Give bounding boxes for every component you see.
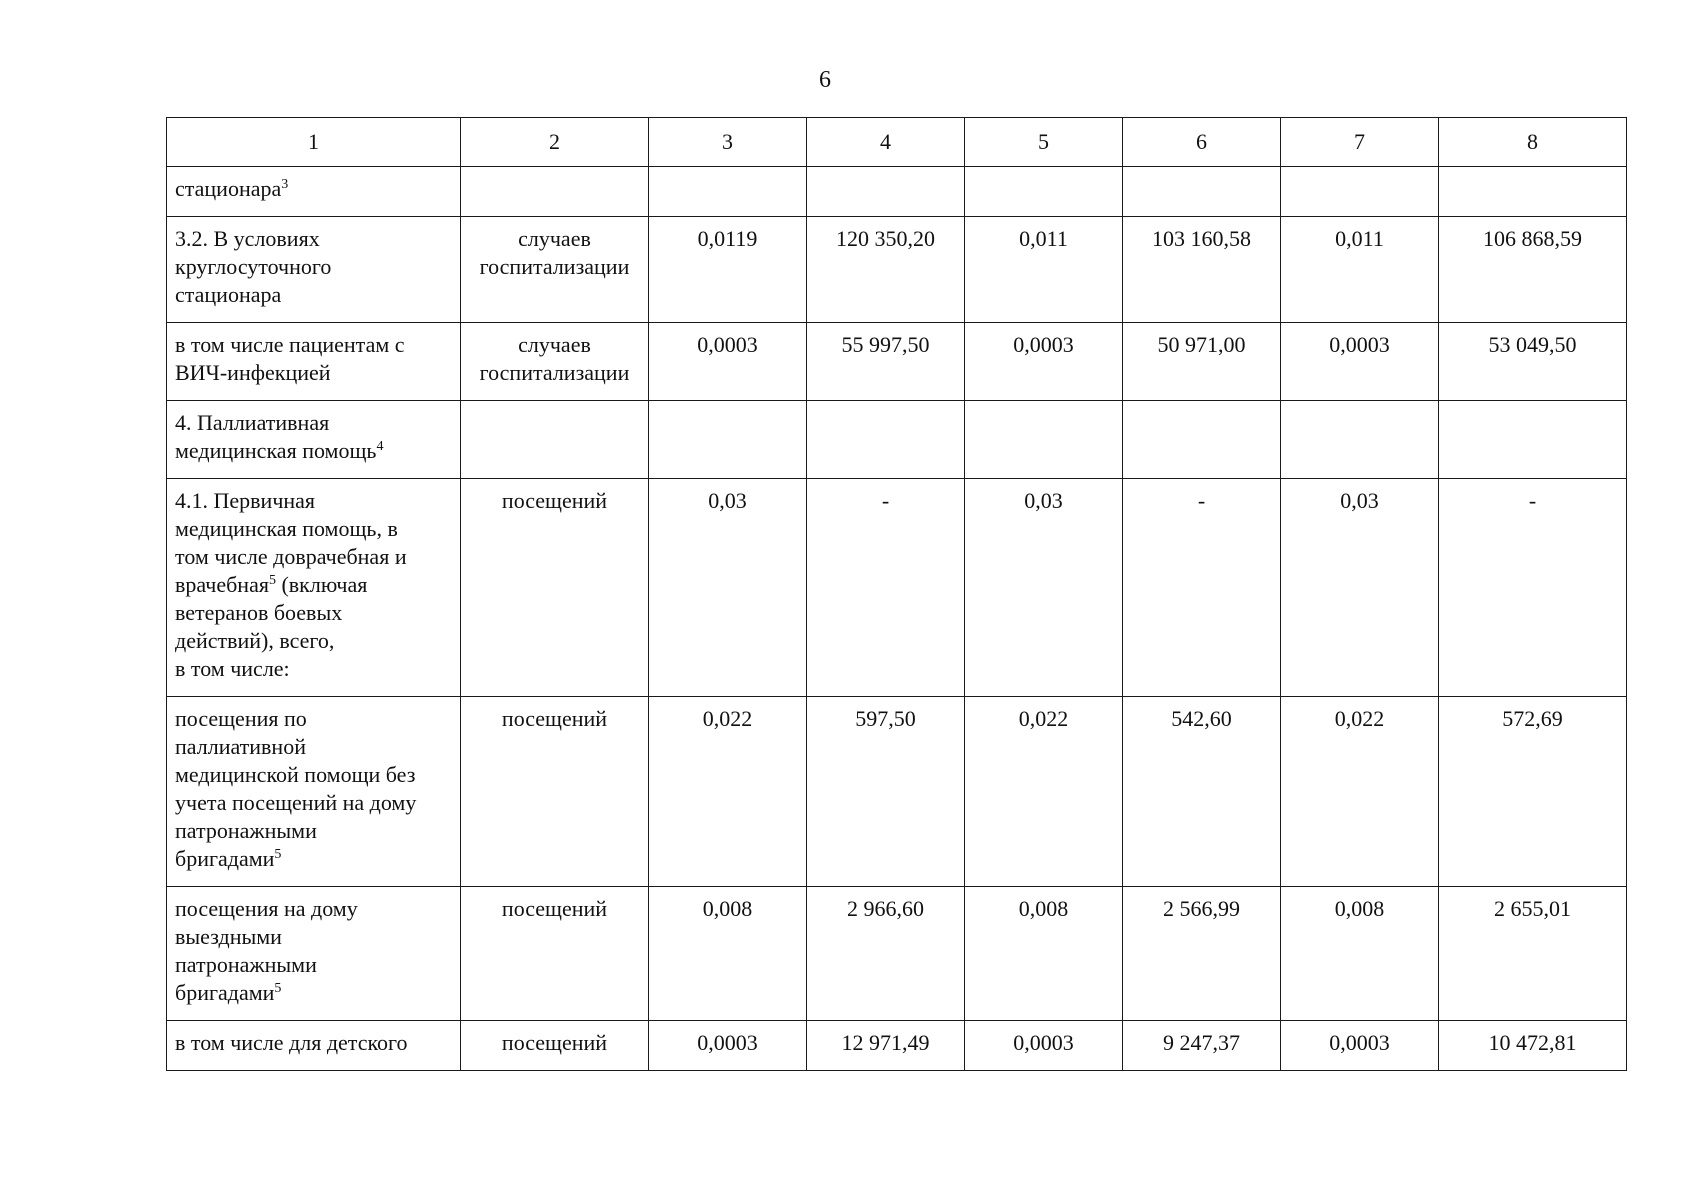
row-name-text: ВИЧ-инфекцией <box>175 360 331 385</box>
page-number: 6 <box>819 67 831 93</box>
header-cell: 1 <box>167 118 461 167</box>
value-cell: 50 971,00 <box>1123 323 1281 401</box>
value-cell: 542,60 <box>1123 697 1281 887</box>
value-cell: 2 966,60 <box>807 887 965 1021</box>
value-cell: 572,69 <box>1439 697 1627 887</box>
row-name-text: круглосуточного <box>175 254 332 279</box>
row-unit-cell <box>461 167 649 217</box>
value-cell: 10 472,81 <box>1439 1021 1627 1071</box>
value-cell: 2 566,99 <box>1123 887 1281 1021</box>
value-cell <box>965 401 1123 479</box>
value-cell <box>1281 167 1439 217</box>
row-name-text: в том числе пациентам с <box>175 332 405 357</box>
row-unit-cell <box>461 323 649 401</box>
value-cell: 53 049,50 <box>1439 323 1627 401</box>
row-unit-cell <box>461 479 649 697</box>
row-name-text: 4. Паллиативная <box>175 410 330 435</box>
footnote-mark: 4 <box>376 439 384 454</box>
value-cell: 2 655,01 <box>1439 887 1627 1021</box>
value-cell: 0,0119 <box>649 217 807 323</box>
value-cell: 0,03 <box>1281 479 1439 697</box>
value-cell <box>1123 167 1281 217</box>
value-cell <box>807 401 965 479</box>
value-cell: - <box>1123 479 1281 697</box>
header-cell: 2 <box>461 118 649 167</box>
value-cell <box>965 167 1123 217</box>
row-name-text: в том числе для детского <box>175 1030 408 1055</box>
row-name-text: в том числе: <box>175 656 290 681</box>
value-cell: 0,0003 <box>965 1021 1123 1071</box>
value-cell <box>1123 401 1281 479</box>
header-cell: 7 <box>1281 118 1439 167</box>
value-cell: 0,008 <box>1281 887 1439 1021</box>
row-name-text: медицинской помощи без <box>175 762 416 787</box>
value-cell: - <box>1439 479 1627 697</box>
footnote-mark: 3 <box>281 177 289 192</box>
row-name-text: медицинская помощь, в <box>175 516 398 541</box>
footnote-mark: 5 <box>274 847 282 862</box>
row-name-text: паллиативной <box>175 734 306 759</box>
unit-text: госпитализации <box>479 254 630 279</box>
value-cell <box>649 401 807 479</box>
unit-text: случаев <box>518 226 591 251</box>
header-row <box>167 118 1627 167</box>
value-cell: 106 868,59 <box>1439 217 1627 323</box>
row-name-cell <box>167 323 461 401</box>
row-name-text: учета посещений на дому <box>175 790 417 815</box>
value-cell: 0,0003 <box>1281 1021 1439 1071</box>
value-cell: 0,03 <box>649 479 807 697</box>
value-cell: 103 160,58 <box>1123 217 1281 323</box>
unit-text: случаев <box>518 332 591 357</box>
row-name-text: том числе доврачебная и <box>175 544 407 569</box>
row-name-text: (включая <box>275 572 368 597</box>
value-cell: 120 350,20 <box>807 217 965 323</box>
value-cell: 9 247,37 <box>1123 1021 1281 1071</box>
value-cell: 12 971,49 <box>807 1021 965 1071</box>
table-row <box>167 1021 1627 1071</box>
row-name-cell <box>167 1021 461 1071</box>
row-name-text: патронажными <box>175 952 317 977</box>
value-cell: 0,008 <box>649 887 807 1021</box>
row-name-cell <box>167 697 461 887</box>
value-cell <box>1439 401 1627 479</box>
row-name-text: медицинская помощь <box>175 438 377 463</box>
row-name-cell <box>167 401 461 479</box>
row-name-cell <box>167 479 461 697</box>
table-row <box>167 697 1627 887</box>
value-cell <box>1281 401 1439 479</box>
row-name-text: посещения на дому <box>175 896 358 921</box>
row-name-cell <box>167 887 461 1021</box>
unit-text: посещений <box>501 706 608 731</box>
value-cell: - <box>807 479 965 697</box>
row-name-text: посещения по <box>175 706 307 731</box>
row-name-text: стационара <box>175 176 282 201</box>
header-cell: 6 <box>1123 118 1281 167</box>
norms-table <box>166 117 1627 1071</box>
header-cell: 5 <box>965 118 1123 167</box>
value-cell <box>649 167 807 217</box>
row-name-text: врачебная <box>175 572 269 597</box>
table-row <box>167 323 1627 401</box>
row-name-text: бригадами <box>175 980 275 1005</box>
header-cell: 3 <box>649 118 807 167</box>
row-name-text: стационара <box>175 282 282 307</box>
row-unit-cell <box>461 401 649 479</box>
table-row <box>167 401 1627 479</box>
value-cell: 0,022 <box>649 697 807 887</box>
value-cell: 55 997,50 <box>807 323 965 401</box>
value-cell: 0,022 <box>1281 697 1439 887</box>
value-cell: 597,50 <box>807 697 965 887</box>
footnote-mark: 5 <box>268 573 276 588</box>
value-cell: 0,022 <box>965 697 1123 887</box>
value-cell: 0,008 <box>965 887 1123 1021</box>
value-cell: 0,03 <box>965 479 1123 697</box>
row-name-text: бригадами <box>175 846 275 871</box>
row-unit-cell <box>461 887 649 1021</box>
header-cell: 4 <box>807 118 965 167</box>
value-cell: 0,0003 <box>649 1021 807 1071</box>
row-unit-cell <box>461 697 649 887</box>
value-cell: 0,011 <box>965 217 1123 323</box>
row-name-text: выездными <box>175 924 282 949</box>
unit-text: посещений <box>501 1030 608 1055</box>
row-unit-cell <box>461 217 649 323</box>
value-cell <box>807 167 965 217</box>
unit-text: госпитализации <box>479 360 630 385</box>
table-row <box>167 887 1627 1021</box>
row-name-text: патронажными <box>175 818 317 843</box>
unit-text: посещений <box>501 896 608 921</box>
row-name-cell <box>167 217 461 323</box>
table-row <box>167 217 1627 323</box>
header-cell: 8 <box>1439 118 1627 167</box>
value-cell: 0,011 <box>1281 217 1439 323</box>
value-cell: 0,0003 <box>965 323 1123 401</box>
row-name-text: 4.1. Первичная <box>175 488 316 513</box>
table-row <box>167 167 1627 217</box>
table-row <box>167 479 1627 697</box>
row-name-text: ветеранов боевых <box>175 600 343 625</box>
footnote-mark: 5 <box>274 981 282 996</box>
value-cell: 0,0003 <box>1281 323 1439 401</box>
value-cell <box>1439 167 1627 217</box>
row-name-cell <box>167 167 461 217</box>
unit-text: посещений <box>501 488 608 513</box>
row-name-text: действий), всего, <box>175 628 335 653</box>
value-cell: 0,0003 <box>649 323 807 401</box>
row-name-text: 3.2. В условиях <box>175 226 320 251</box>
row-unit-cell <box>461 1021 649 1071</box>
